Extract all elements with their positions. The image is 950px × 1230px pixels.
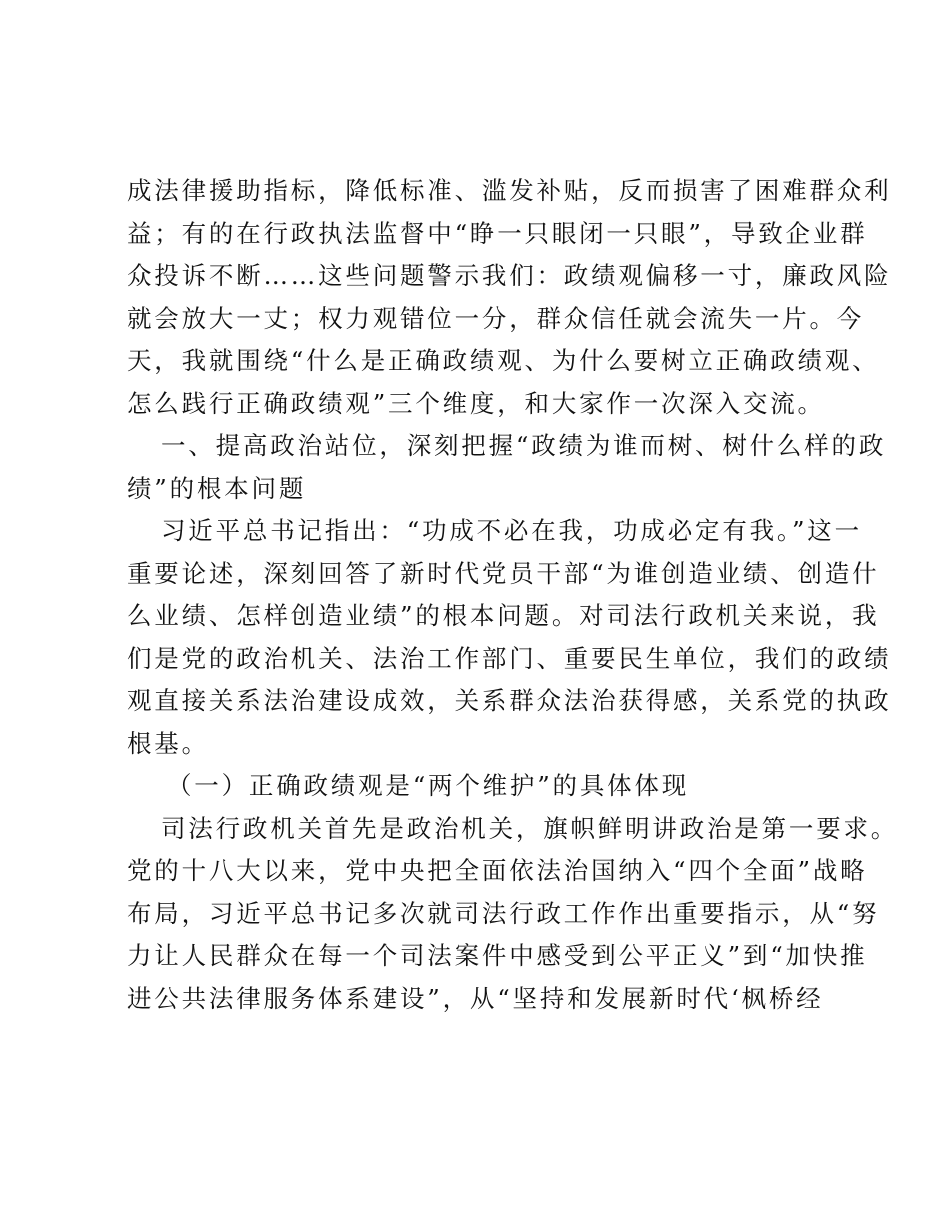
text-line: 布局，习近平总书记多次就司法行政工作作出重要指示，从“努 <box>127 898 880 928</box>
text-line: 进公共法律服务体系建设”，从“坚持和发展新时代‘枫桥经 <box>127 983 824 1013</box>
text-line: 司法行政机关首先是政治机关，旗帜鲜明讲政治是第一要求。 <box>161 813 899 843</box>
subsection-heading-line: （一）正确政绩观是“两个维护”的具体体现 <box>167 771 690 800</box>
text-line: 怎么践行正确政绩观”三个维度，和大家作一次深入交流。 <box>127 388 825 418</box>
section-heading-line: 绩”的根本问题 <box>127 473 307 503</box>
text-line: 么业绩、怎样创造业绩”的根本问题。对司法行政机关来说，我 <box>127 601 880 630</box>
text-line: 观直接关系法治建设成效，关系群众法治获得感，关系党的执政 <box>127 686 892 715</box>
section-heading-line: 一、提高政治站位，深刻把握“政绩为谁而树、树什么样的政 <box>161 431 887 460</box>
text-line: 成法律援助指标，降低标准、滥发补贴，反而损害了困难群众利 <box>127 176 892 205</box>
text-line: 益；有的在行政执法监督中“睁一只眼闭一只眼”，导致企业群 <box>127 218 868 248</box>
text-line: 就会放大一丈；权力观错位一分，群众信任就会流失一片。今 <box>127 303 865 333</box>
document-body <box>127 170 899 1020</box>
text-line: 众投诉不断……这些问题警示我们：政绩观偏移一寸，廉政风险 <box>127 261 892 290</box>
text-line: 力让人民群众在每一个司法案件中感受到公平正义”到“加快推 <box>127 941 868 970</box>
text-line: 党的十八大以来，党中央把全面依法治国纳入“四个全面”战略 <box>127 856 868 885</box>
text-line: 重要论述，深刻回答了新时代党员干部“为谁创造业绩、创造什 <box>127 558 880 588</box>
text-line: 们是党的政治机关、法治工作部门、重要民生单位，我们的政绩 <box>127 643 892 673</box>
text-line: 根基。 <box>127 728 209 758</box>
text-line: 天，我就围绕“什么是正确政绩观、为什么要树立正确政绩观、 <box>127 346 880 375</box>
text-line: 习近平总书记指出：“功成不必在我，功成必定有我。”这一 <box>161 516 862 545</box>
